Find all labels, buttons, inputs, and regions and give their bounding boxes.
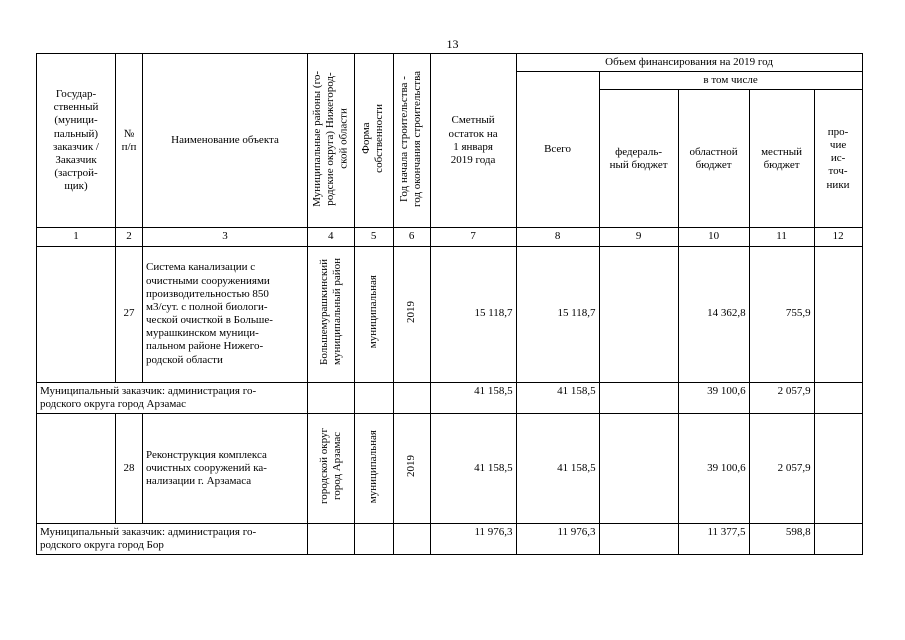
column-number: 8 — [516, 228, 599, 246]
header-ownership: Форма собственности — [360, 104, 386, 173]
regional: 39 100,6 — [678, 413, 749, 523]
balance: 41 158,5 — [430, 413, 516, 523]
page-number: 13 — [446, 37, 459, 51]
customer-label: Муниципальный заказчик: администрация го- родского округа город Бор — [37, 523, 308, 554]
federal — [599, 523, 678, 554]
total: 41 158,5 — [516, 382, 599, 413]
header-customer: Государ- ственный (муници- пальный) заказчик / Заказчик (застрой- щик) — [37, 54, 116, 228]
header-years-cell — [393, 54, 430, 228]
ownership-cell — [354, 413, 393, 523]
customer-label: Муниципальный заказчик: администрация го- родского округа город Арзамас — [37, 382, 308, 413]
header-years: Год начала строительства - год окончания строительства — [398, 70, 424, 207]
ownership-cell — [354, 246, 393, 382]
federal — [599, 413, 678, 523]
header-regional: областной бюджет — [678, 90, 749, 228]
total: 15 118,7 — [516, 246, 599, 382]
column-number: 5 — [354, 228, 393, 246]
header-other: про- чие ис- точ- ники — [814, 90, 862, 228]
years-cell — [393, 413, 430, 523]
balance: 41 158,5 — [430, 382, 516, 413]
district: городской округ город Арзамас — [317, 428, 343, 505]
column-number: 7 — [430, 228, 516, 246]
header-districts-cell — [308, 54, 355, 228]
header-local: местный бюджет — [749, 90, 814, 228]
ownership: муниципальная — [366, 429, 379, 503]
years: 2019 — [404, 300, 417, 323]
column-number: 6 — [393, 228, 430, 246]
empty-cell — [37, 413, 116, 523]
other — [814, 246, 862, 382]
object-name: Система канализации с очистными сооружениями производительностью 850 м3/сут. с полной биологи- ческой очисткой в Больше- мурашкинском муници- пальном районе Нижего- родской области — [143, 246, 308, 382]
local: 755,9 — [749, 246, 814, 382]
balance: 11 976,3 — [430, 523, 516, 554]
empty-cell — [308, 382, 355, 413]
column-number: 11 — [749, 228, 814, 246]
other — [814, 382, 862, 413]
financing-table — [36, 53, 863, 555]
header-num: № п/п — [116, 54, 143, 228]
column-number: 12 — [814, 228, 862, 246]
regional: 39 100,6 — [678, 382, 749, 413]
empty-cell — [393, 523, 430, 554]
column-number: 2 — [116, 228, 143, 246]
header-including: в том числе — [599, 72, 862, 90]
empty-cell — [393, 382, 430, 413]
header-ownership-cell — [354, 54, 393, 228]
header-federal: федераль- ный бюджет — [599, 90, 678, 228]
header-balance: Сметный остаток на 1 января 2019 года — [430, 54, 516, 228]
district: Большемурашкинский муниципальный район — [317, 258, 343, 366]
object-name: Реконструкция комплекса очистных сооружений ка- нализации г. Арзамаса — [143, 413, 308, 523]
district-cell — [308, 246, 355, 382]
federal — [599, 382, 678, 413]
column-number: 10 — [678, 228, 749, 246]
header-object-name: Наименование объекта — [143, 54, 308, 228]
table-row — [37, 413, 863, 523]
row-num: 28 — [116, 413, 143, 523]
column-number: 3 — [143, 228, 308, 246]
header-districts: Муниципальные районы (го- родские округа) Нижегород- ской области — [311, 70, 350, 207]
regional: 14 362,8 — [678, 246, 749, 382]
table-row — [37, 246, 863, 382]
local: 2 057,9 — [749, 382, 814, 413]
total: 11 976,3 — [516, 523, 599, 554]
district-cell — [308, 413, 355, 523]
years-cell — [393, 246, 430, 382]
empty-cell — [354, 523, 393, 554]
local: 598,8 — [749, 523, 814, 554]
total: 41 158,5 — [516, 413, 599, 523]
table-row — [37, 382, 863, 413]
column-number: 4 — [308, 228, 355, 246]
column-number: 1 — [37, 228, 116, 246]
header-total: Всего — [516, 72, 599, 228]
empty-cell — [308, 523, 355, 554]
row-num: 27 — [116, 246, 143, 382]
column-number: 9 — [599, 228, 678, 246]
table-row — [37, 523, 863, 554]
empty-cell — [354, 382, 393, 413]
other — [814, 523, 862, 554]
federal — [599, 246, 678, 382]
column-numbers-row — [37, 228, 863, 246]
empty-cell — [37, 246, 116, 382]
local: 2 057,9 — [749, 413, 814, 523]
regional: 11 377,5 — [678, 523, 749, 554]
other — [814, 413, 862, 523]
ownership: муниципальная — [366, 275, 379, 349]
years: 2019 — [404, 455, 417, 478]
header-financing: Объем финансирования на 2019 год — [516, 54, 862, 72]
balance: 15 118,7 — [430, 246, 516, 382]
